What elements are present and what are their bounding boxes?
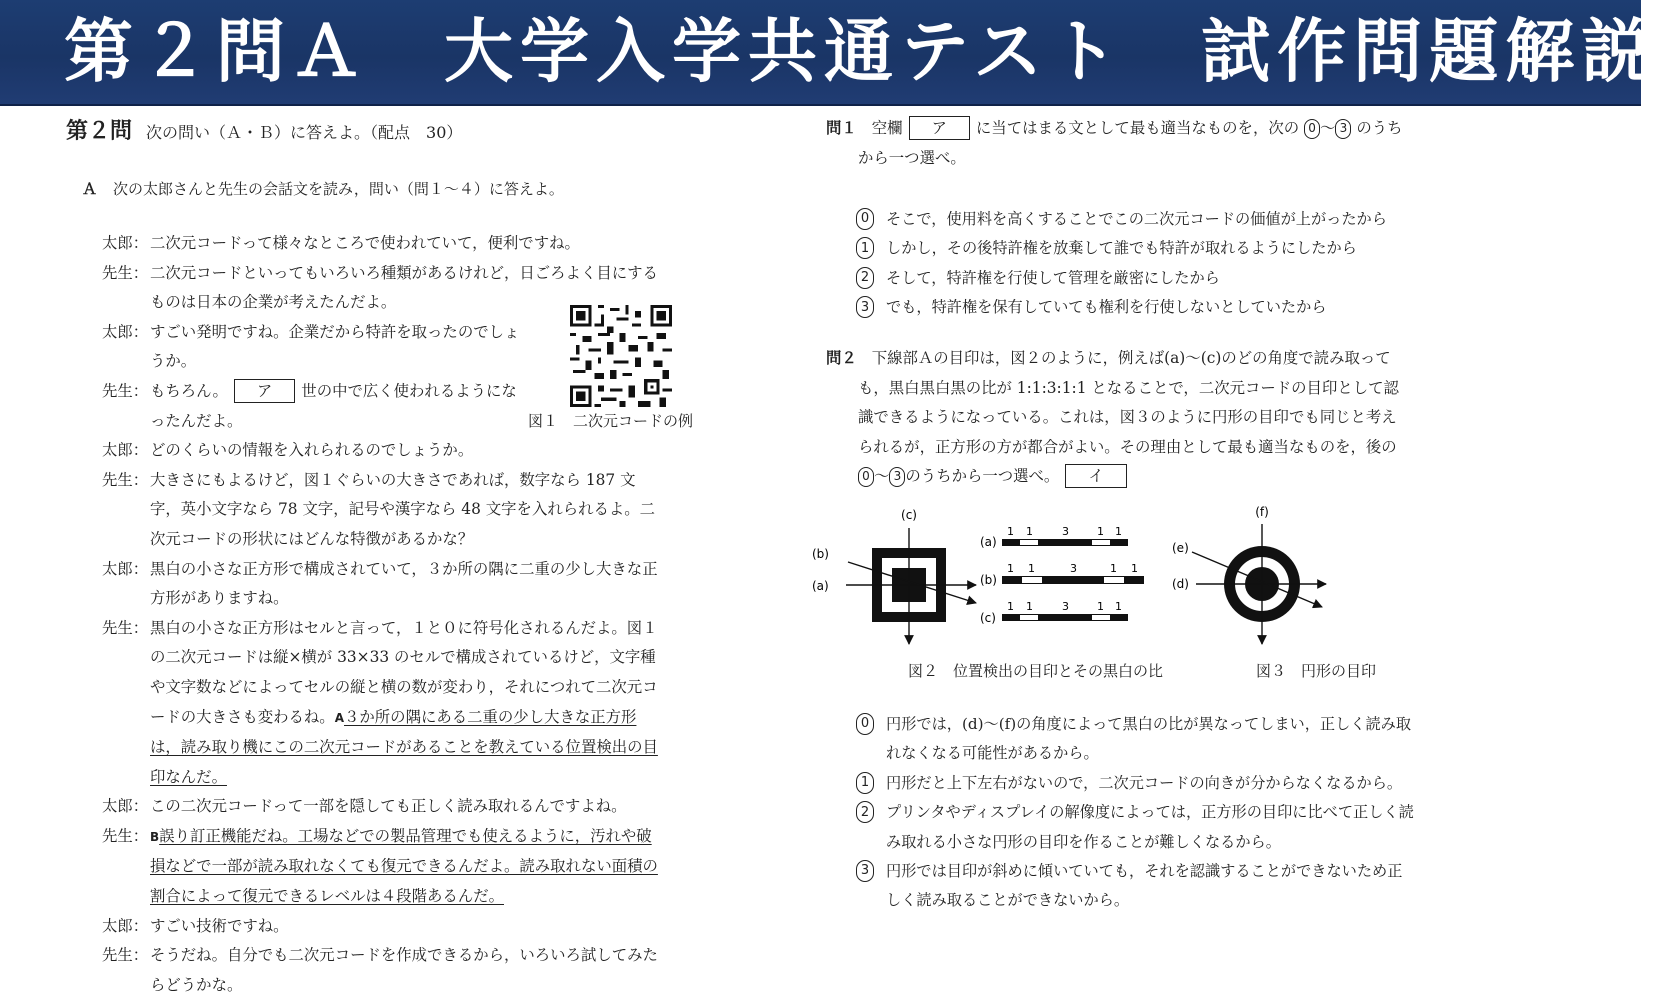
bar-label-a: (a): [980, 535, 997, 549]
question-number: 第２問: [66, 119, 133, 144]
choice-0-icon: 0: [1304, 119, 1320, 139]
choice-0-icon: 0: [856, 208, 874, 230]
ratio-bar-b: [1002, 576, 1144, 584]
left-page: [66, 104, 706, 994]
choice-item: [856, 769, 1416, 798]
speaker: 先生：: [102, 826, 149, 845]
speaker: 先生：: [102, 470, 149, 489]
choice-text: しかし，その後特許権を放棄して誰でも特許が取れるようにしたから: [886, 239, 1357, 258]
choice-3-icon: 3: [856, 296, 874, 318]
choice-2-icon: 2: [856, 267, 874, 289]
banner-title: 第２問Ａ 大学入学共通テスト 試作問題解説: [64, 12, 1657, 92]
dialogue-turn: [102, 822, 662, 912]
underlined-passage-b: 誤り訂正機能だね。工場などでの製品管理でも使えるように，汚れや破損などで一部が読み取れなくても復元できるんだよ。読み取れない面積の割合によって復元できるレベルは４段階あるんだ。: [150, 826, 658, 906]
utterance: どのくらいの情報を入れられるのでしょうか。: [150, 441, 474, 460]
utterance-part: 黒白の小さな正方形はセルと言って，１と０に符号化されるんだよ。図１の二次元コードは縦×横が 33×33 のセルで構成されているけど，文字種や文字数などによってセルの縦と横の数が変わり，それにつれて二次元コードの大きさも変わるね。: [150, 618, 658, 726]
ratio-bar-a: [1002, 539, 1128, 546]
bar-label-b: (b): [980, 573, 997, 587]
question-2-text: のうちから一つ選べ。: [905, 467, 1060, 485]
choice-3-icon: 3: [1335, 119, 1351, 139]
question-1-text: のうち: [1356, 119, 1403, 137]
question-2-line: られるが，正方形の方が都合がよい。その理由として最も適当なものを，後の: [858, 437, 1397, 456]
blank-box-i: イ: [1065, 464, 1126, 488]
fig3-label-e: (e): [1172, 541, 1189, 555]
range-separator: ～: [874, 467, 890, 485]
fig2-label-b: (b): [812, 547, 829, 561]
right-page: [812, 104, 1426, 991]
question-2-line: [826, 344, 1426, 374]
utterance: この二次元コードって一部を隠しても正しく読み取れるんですよね。: [150, 797, 627, 816]
utterance: 二次元コードといってもいろいろ種類があるけれど，日ごろよく目にするものは日本の企業が考えたんだよ。: [150, 263, 658, 312]
ratio-1: 1: [1026, 525, 1033, 538]
question-1-line: から一つ選べ。: [858, 148, 966, 167]
choice-item: [856, 857, 1416, 916]
choice-0-icon: 0: [856, 713, 874, 735]
question-2-line: 識できるようになっている。これは，図３のように円形の目印でも同じと考え: [858, 408, 1397, 426]
speaker: 先生：: [102, 618, 149, 637]
utterance: 大きさにもよるけど，図１ぐらいの大きさであれば，数字なら 187 文字，英小文字なら 78 文字，記号や漢字なら 48 文字を入れられるよ。二次元コードの形状にはどんな特徴があるかな？: [150, 470, 656, 548]
choice-item: [856, 205, 1416, 234]
choice-1-icon: 1: [856, 772, 874, 794]
range-separator: ～: [1320, 119, 1336, 137]
choice-item: [856, 798, 1416, 857]
question-2-label: 問２: [826, 349, 857, 367]
question-1-choices: [856, 205, 1416, 323]
question-1-text: に当てはまる文として最も適当なものを，次の: [975, 119, 1300, 137]
choice-3-icon: 3: [856, 860, 874, 882]
choice-text: そこで，使用料を高くすることでこの二次元コードの価値が上がったから: [886, 210, 1387, 228]
dialogue-turn: [102, 466, 662, 555]
question-2-choices: [856, 710, 1416, 916]
choice-item: [856, 234, 1416, 263]
underline-marker-a: A: [334, 710, 344, 725]
underlined-passage-a: ３か所の隅にある二重の少し大きな正方形は，読み取り機にこの二次元コードがあることを教えている位置検出の目印なんだ。: [150, 707, 658, 786]
question-2-line: [826, 462, 1426, 492]
section-label: Ａ: [82, 180, 98, 198]
question-1-label: 問１: [826, 119, 857, 137]
fig3-label-f: (f): [1255, 505, 1269, 519]
title-banner: [0, 0, 1657, 106]
choice-text: プリンタやディスプレイの解像度によっては，正方形の目印に比べて正しく読み取れる小さな円形の目印を作ることが難しくなるから。: [886, 803, 1414, 851]
utterance-part: 世の中で広く使われるようになったんだよ。: [150, 381, 517, 430]
dialogue-turn: [102, 614, 662, 793]
fig2-label-c: (c): [901, 508, 917, 522]
choice-item: [856, 264, 1416, 293]
choice-text: 円形では，(d)～(f)の角度によって黒白の比が異なってしまい，正しく読み取れなくなる可能性があるから。: [886, 715, 1412, 763]
bar-label-c: (c): [980, 611, 996, 625]
choice-item: [856, 293, 1416, 322]
utterance: 黒白の小さな正方形で構成されていて，３か所の隅に二重の少し大きな正方形がありますね。: [150, 559, 658, 608]
utterance: そうだね。自分でも二次元コードを作成できるから，いろいろ試してみたらどうかな。: [150, 946, 658, 994]
utterance: すごい技術ですね。: [150, 916, 289, 935]
ratio-1: 1: [1028, 562, 1035, 575]
speaker: 先生：: [102, 381, 149, 400]
question-heading: [66, 114, 462, 145]
utterance: 二次元コードって様々なところで使われていて，便利ですね。: [150, 234, 580, 252]
dialogue-turn: [102, 912, 662, 942]
speaker: 先生：: [102, 263, 149, 282]
ratio-1: 1: [1097, 600, 1104, 613]
dialogue-turn: [102, 792, 662, 822]
dialogue-turn: [102, 436, 662, 466]
utterance: [150, 614, 662, 793]
figure-3-caption: 図３ 円形の目印: [1256, 662, 1377, 680]
question-instruction: 次の問い（Ａ・Ｂ）に答えよ。（配点 30）: [146, 123, 463, 142]
figure-1-caption: 図１ 二次元コードの例: [528, 412, 694, 430]
ratio-labels: [1007, 525, 1138, 613]
choice-text: でも，特許権を保有していても権利を行使しないとしていたから: [886, 298, 1327, 317]
speaker: 太郎：: [102, 916, 149, 935]
utterance: すごい発明ですね。企業だから特許を取ったのでしょうか。: [150, 322, 520, 371]
choice-3-icon: 3: [889, 467, 905, 487]
blank-box-a: ア: [909, 116, 970, 140]
speaker: 先生：: [102, 946, 149, 965]
underline-marker-b: B: [150, 829, 160, 844]
ratio-1: 1: [1115, 525, 1122, 538]
utterance: [150, 377, 530, 436]
speaker: 太郎：: [102, 797, 149, 816]
qr-code-image: [570, 305, 672, 407]
section-intro-text: 次の太郎さんと先生の会話文を読み，問い（問１～４）に答えよ。: [113, 180, 564, 198]
blank-box-a: ア: [234, 379, 295, 403]
ratio-1: 1: [1007, 600, 1014, 613]
choice-text: そして，特許権を行使して管理を厳密にしたから: [886, 268, 1220, 287]
speaker: 太郎：: [102, 559, 149, 578]
utterance-part: もちろん。: [150, 381, 228, 400]
ratio-3: 3: [1070, 562, 1077, 575]
ratio-1: 1: [1007, 562, 1014, 575]
choice-text: 円形では目印が斜めに傾いていても，それを認識することができないため正しく読み取ることができないから。: [886, 862, 1403, 910]
question-1-text: 空欄: [871, 119, 903, 137]
question-1-line: [826, 114, 1426, 144]
question-2-text: 下線部Ａの目印は，図２のように，例えば(a)～(c)のどの角度で読み取って: [871, 349, 1391, 367]
fig2-label-a: (a): [812, 579, 829, 593]
question-2: [826, 344, 1426, 492]
ratio-1: 1: [1007, 525, 1014, 538]
speaker: 太郎：: [102, 234, 149, 252]
dialogue-turn: [102, 941, 662, 1000]
ratio-1: 1: [1131, 562, 1138, 575]
dialogue-turn: [102, 229, 662, 259]
choice-1-icon: 1: [856, 237, 874, 259]
figures-area: [812, 504, 1426, 694]
choice-0-icon: 0: [858, 467, 874, 487]
ratio-1: 1: [1110, 562, 1117, 575]
question-2-line: も，黒白黒白黒の比が 1:1:3:1:1 となることで，二次元コードの目印として認: [858, 378, 1399, 397]
dialogue-turn: [102, 555, 662, 614]
ratio-bar-c: [1002, 614, 1128, 621]
choice-item: [856, 710, 1416, 769]
speaker: 太郎：: [102, 441, 149, 460]
ratio-1: 1: [1115, 600, 1122, 613]
speaker: 太郎：: [102, 322, 149, 341]
ratio-3: 3: [1062, 600, 1069, 613]
ratio-1: 1: [1097, 525, 1104, 538]
utterance: [150, 822, 662, 912]
question-1: [826, 114, 1426, 173]
ratio-1: 1: [1026, 600, 1033, 613]
ratio-3: 3: [1062, 525, 1069, 538]
section-a-intro: [82, 178, 564, 199]
choice-2-icon: 2: [856, 801, 874, 823]
choice-text: 円形だと上下左右がないので，二次元コードの向きが分からなくなるから。: [886, 773, 1403, 792]
fig3-label-d: (d): [1172, 577, 1189, 591]
figure-2-caption: 図２ 位置検出の目印とその黒白の比: [908, 662, 1164, 680]
